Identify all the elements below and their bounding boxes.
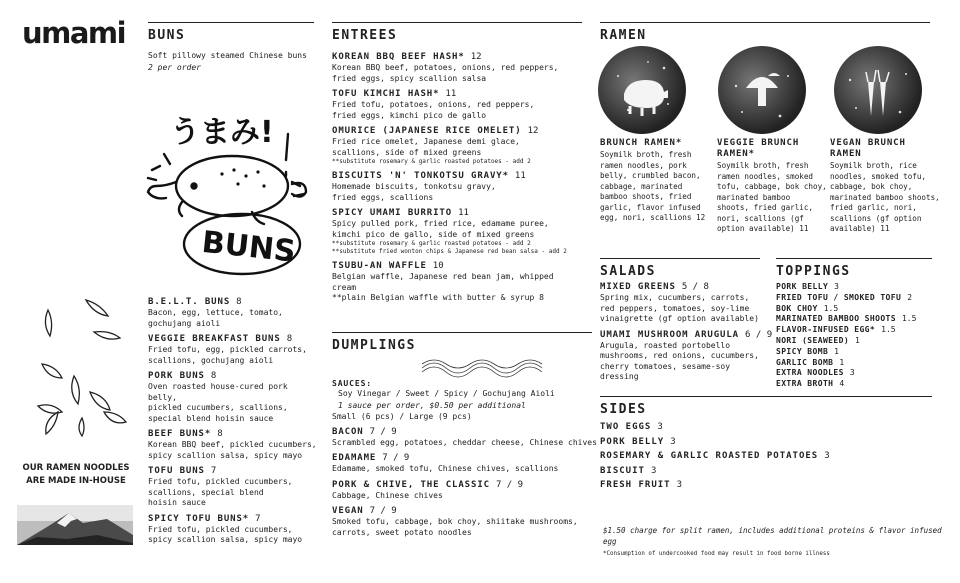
item-price: 10 [432,261,444,271]
ramen-desc-line: fried garlic, nori, [830,203,917,212]
brand-logo: umami [22,16,126,50]
item-desc: scallions, gochujang aioli [148,355,274,365]
item-price: 8 [210,371,217,381]
item-name: VEGGIE BREAKFAST BUNS [148,334,281,344]
ramen-desc-line: marinated bamboo [717,192,791,202]
buns-list [148,297,318,551]
item-name: EXTRA NOODLES [776,368,844,378]
buns-section-title: BUNS [148,22,314,43]
item-name: UMAMI MUSHROOM ARUGULA [600,329,740,340]
item-price: 2 [907,292,913,302]
list-item [776,358,932,369]
item-note: **substitute fried wonton chips & Japanese red bean salsa - add 2 [332,248,567,255]
item-name: TSUBU-AN WAFFLE [332,261,427,271]
item-desc: Smoked tofu, cabbage, bok choy, shiitake mushrooms, [332,517,578,526]
item-name: MIXED GREENS [600,282,676,292]
item-desc: spicy scallion salsa, spicy mayo [148,450,303,460]
item-desc: gochujang aioli [148,318,221,328]
ramen-item [830,138,942,235]
item-name: NORI (SEAWEED) [776,335,850,345]
ramen-desc-line: nori, scallions (gf [717,213,804,223]
item-desc: special blend hoisin sauce [148,413,274,423]
item-name: PORK BELLY [776,282,829,291]
item-price: 1.5 [881,325,896,335]
item-name: SPICY UMAMI BURRITO [332,208,453,218]
item-desc: Belgian waffle, Japanese red bean jam, whipped cream [332,272,554,292]
list-item [776,368,932,379]
item-desc: Cabbage, Chinese chives [332,490,443,500]
item-desc: Fried tofu, egg, pickled carrots, [148,345,307,354]
item-desc-line: cherry tomatoes, sesame-soy dressing [600,361,731,381]
item-desc-line: mushrooms, red onions, cucumbers, [600,351,759,360]
buns-word: BUNS [200,224,298,270]
ramen-desc-line: belly, crumbled bacon, [600,171,701,180]
list-item [600,420,932,435]
toppings-section [776,258,932,390]
item-name: TWO EGGS [600,422,652,432]
item-desc: hoisin sauce [148,498,206,507]
item-price: 8 [286,334,293,344]
list-item [332,208,582,256]
item-name: FRIED TOFU / SMOKED TOFU [776,292,902,302]
list-item [148,297,318,329]
list-item [776,293,932,304]
item-name: OMURICE (JAPANESE RICE OMELET) [332,126,522,136]
item-desc-line: red peppers, tomatoes, soy-lime [600,303,750,313]
item-price: 3 [670,436,676,447]
list-item [148,466,318,509]
item-name: SPICY TOFU BUNS* [148,513,250,524]
sauces-list: Soy Vinegar / Sweet / Spicy / Gochujang Aioli [338,389,555,398]
item-desc: Oven roasted house-cured pork belly, [148,382,288,402]
item-price: 11 [514,171,526,181]
list-item [776,282,932,293]
item-name: BOK CHOY [776,303,818,313]
list-item [600,282,760,325]
ramen-desc-line: marinated bamboo shoots, [830,192,940,202]
item-price: 7 / 9 [382,453,410,463]
sauces-label: SAUCES: [332,379,373,388]
item-price: 5 / 8 [681,282,709,292]
item-name: FRESH FRUIT [600,480,671,490]
item-desc: scallions, special blend [148,487,264,497]
item-desc-line: Spring mix, cucumbers, carrots, [600,293,750,302]
item-price: 1 [855,335,860,345]
item-name: EDAMAME [332,453,377,463]
ramen-desc-line: garlic, flavor infused [600,202,701,212]
item-price: 1 [834,346,839,356]
item-price: 3 [676,480,683,490]
item-desc: Scrambled egg, potatoes, cheddar cheese, Chinese chives [332,437,597,447]
item-desc: fried eggs, kimchi pico de gallo [332,110,487,120]
ramen-bowl-image [834,46,922,134]
dumpling-doodle [420,356,560,378]
list-item [332,52,582,84]
mushroom-icon [718,46,806,134]
item-desc: **plain Belgian waffle with butter & syrup 8 [332,293,544,302]
item-price: 11 [445,89,457,99]
entrees-section-title: ENTREES [332,22,582,43]
list-item [776,314,932,325]
ramen-desc-line: egg, nori, scallions 12 [600,213,706,222]
dumpling-sizes: Small (6 pcs) / Large (9 pcs) [332,412,472,421]
item-desc: carrots, sweet potato noodles [332,527,472,537]
item-note: **substitute rosemary & garlic roasted potatoes - add 2 [332,158,531,165]
item-desc: Korean BBQ beef, pickled cucumbers, [148,440,317,449]
list-item [776,304,932,315]
list-item [332,171,582,203]
pig-icon [598,46,686,134]
ramen-name: BRUNCH RAMEN* [600,138,683,148]
list-item [600,478,932,493]
dumplings-section [332,332,592,353]
item-desc: fried eggs, scallions [332,192,434,202]
item-price: 7 / 9 [369,506,397,516]
promo-line-2: ARE MADE IN-HOUSE [26,476,126,486]
ramen-name: VEGAN BRUNCH [830,138,906,148]
item-price: 3 [849,368,855,378]
list-item [332,126,582,166]
item-desc: kimchi pico de gallo, side of mixed greens [332,229,535,239]
item-name: PORK & CHIVE, THE CLASSIC [332,479,490,490]
ramen-desc-line: cabbage, bok choy, [830,182,913,191]
item-price: 3 [834,282,839,291]
item-desc: pickled cucumbers, scallions, [148,403,288,412]
item-name: PORK BUNS [148,371,205,381]
list-item [600,464,932,479]
dumplings-section-title: DUMPLINGS [332,332,592,353]
item-price: 1.5 [901,314,917,324]
list-item [332,261,582,304]
sides-section [600,396,932,493]
item-desc: fried eggs, spicy scallion salsa [332,73,487,83]
item-name: BEEF BUNS* [148,429,212,439]
item-name: TOFU KIMCHI HASH* [332,89,440,99]
list-item [776,347,932,358]
list-item [148,334,318,366]
item-desc: Bacon, egg, lettuce, tomato, [148,308,283,317]
item-price: 1 [839,357,845,367]
item-name: VEGAN [332,506,364,516]
item-desc: Fried tofu, pickled cucumbers, [148,477,293,486]
list-item [332,453,602,475]
ramen-name: RAMEN* [717,149,755,159]
item-price: 4 [839,379,845,389]
item-desc [600,293,760,325]
sauce-note: 1 sauce per order, $0.50 per additional [338,400,526,410]
promo-line-1: OUR RAMEN NOODLES [22,463,130,473]
ramen-desc-line: shoots, fried garlic, [717,203,814,212]
split-note: $1.50 charge for split ramen, includes additional proteins & flavor infused egg [603,526,942,546]
item-name: PORK BELLY [600,436,665,447]
item-price: 7 / 9 [369,426,397,437]
item-desc-line: vinaigrette (gf option available) [600,314,759,323]
item-price: 6 / 9 [745,329,773,340]
item-desc: Fried tofu, potatoes, onions, red peppers, [332,100,535,109]
list-item [148,429,318,461]
list-item [600,435,932,450]
item-name: GARLIC BOMB [776,357,834,367]
item-name: KOREAN BBQ BEEF HASH* [332,52,465,62]
buns-intro: Soft pillowy steamed Chinese buns [148,51,307,60]
entrees-section [332,22,582,309]
ramen-desc-line: cabbage, marinated [600,181,683,191]
ramen-name: RAMEN [830,149,862,159]
ramen-section-title: RAMEN [600,22,930,43]
item-price: 7 [255,513,261,524]
item-price: 3 [824,451,830,461]
item-price: 3 [650,465,657,476]
ramen-desc-line: option available) 11 [717,224,809,233]
item-desc: Korean BBQ beef, potatoes, onions, red peppers, [332,63,559,72]
salads-section [600,258,773,388]
carrot-icon [834,46,922,134]
jp-text: うまみ! [170,115,274,150]
ramen-desc [600,150,712,224]
ramen-item [717,138,829,235]
item-desc: Homemade biscuits, tonkotsu gravy, [332,182,496,191]
ramen-desc-line: Soymilk broth, fresh [717,161,809,170]
ramen-desc [717,161,829,235]
buns-intro-2: 2 per order [148,62,201,72]
item-name: B.E.L.T. BUNS [148,297,231,307]
ramen-desc-line: ramen noodles, pork [600,160,687,170]
item-desc [600,341,760,383]
item-price: 3 [657,422,663,432]
ramen-desc-line: bamboo shoots, fried [600,192,692,201]
consumption-note: *Consumption of undercooked food may result in food borne illness [603,551,830,557]
ramen-desc-line: Soymilk broth, rice [830,161,917,170]
item-name: BISCUITS 'N' TONKOTSU GRAVY* [332,171,509,181]
item-desc: spicy scallion salsa, spicy mayo [148,535,303,544]
item-price: 12 [527,126,539,136]
list-item [776,336,932,347]
item-desc: Spicy pulled pork, fried rice, edamame puree, [332,219,549,228]
list-item [776,325,932,336]
ramen-desc [830,161,942,235]
ramen-desc-line: scallions (gf option [830,213,922,223]
item-price: 1.5 [823,303,839,313]
item-desc-line: Arugula, roasted portobello [600,340,731,350]
ramen-bowl-image [598,46,686,134]
list-item [332,427,602,449]
list-item [776,379,932,390]
item-name: ROSEMARY & GARLIC ROASTED POTATOES [600,451,819,461]
list-item [332,506,602,538]
ramen-desc-line: Soymilk broth, fresh [600,150,692,159]
item-price: 11 [458,208,469,218]
item-desc: Edamame, smoked tofu, Chinese chives, scallions [332,464,559,473]
ramen-name: VEGGIE BRUNCH [717,138,800,148]
mountain-image [17,505,133,545]
list-item [600,449,932,464]
item-price: 8 [236,297,242,307]
salads-section-title: SALADS [600,258,760,279]
item-price: 8 [217,429,223,439]
leaves-illustration [28,292,134,438]
list-item [332,480,602,502]
buns-illustration [142,102,312,282]
item-note: **substitute rosemary & garlic roasted potatoes - add 2 [332,240,531,247]
list-item [148,371,318,424]
item-name: SPICY BOMB [776,346,829,356]
list-item [600,329,773,383]
ramen-desc-line: noodles, smoked tofu, [830,171,927,181]
ramen-bowl-image [718,46,806,134]
ramen-item [600,138,712,224]
item-name: FLAVOR-INFUSED EGG* [776,325,876,335]
item-desc: scallions, side of mixed greens [332,147,482,157]
toppings-section-title: TOPPINGS [776,258,932,279]
item-name: TOFU BUNS [148,466,205,476]
ramen-desc-line: ramen noodles, smoked [717,171,814,181]
item-name: MARINATED BAMBOO SHOOTS [776,314,896,324]
list-item [148,514,318,546]
item-desc: Fried tofu, pickled cucumbers, [148,524,293,534]
ramen-desc-line: tofu, cabbage, bok choy, [717,182,827,191]
item-price: 12 [470,52,482,62]
item-price: 7 [210,466,217,476]
item-name: BISCUIT [600,465,645,476]
item-name: BACON [332,426,364,437]
item-desc: Fried rice omelet, Japanese demi glace, [332,137,520,146]
ramen-desc-line: available) 11 [830,224,890,233]
list-item [332,89,582,121]
sides-section-title: SIDES [600,396,932,417]
item-price: 7 / 9 [495,479,524,490]
item-name: EXTRA BROTH [776,379,834,389]
